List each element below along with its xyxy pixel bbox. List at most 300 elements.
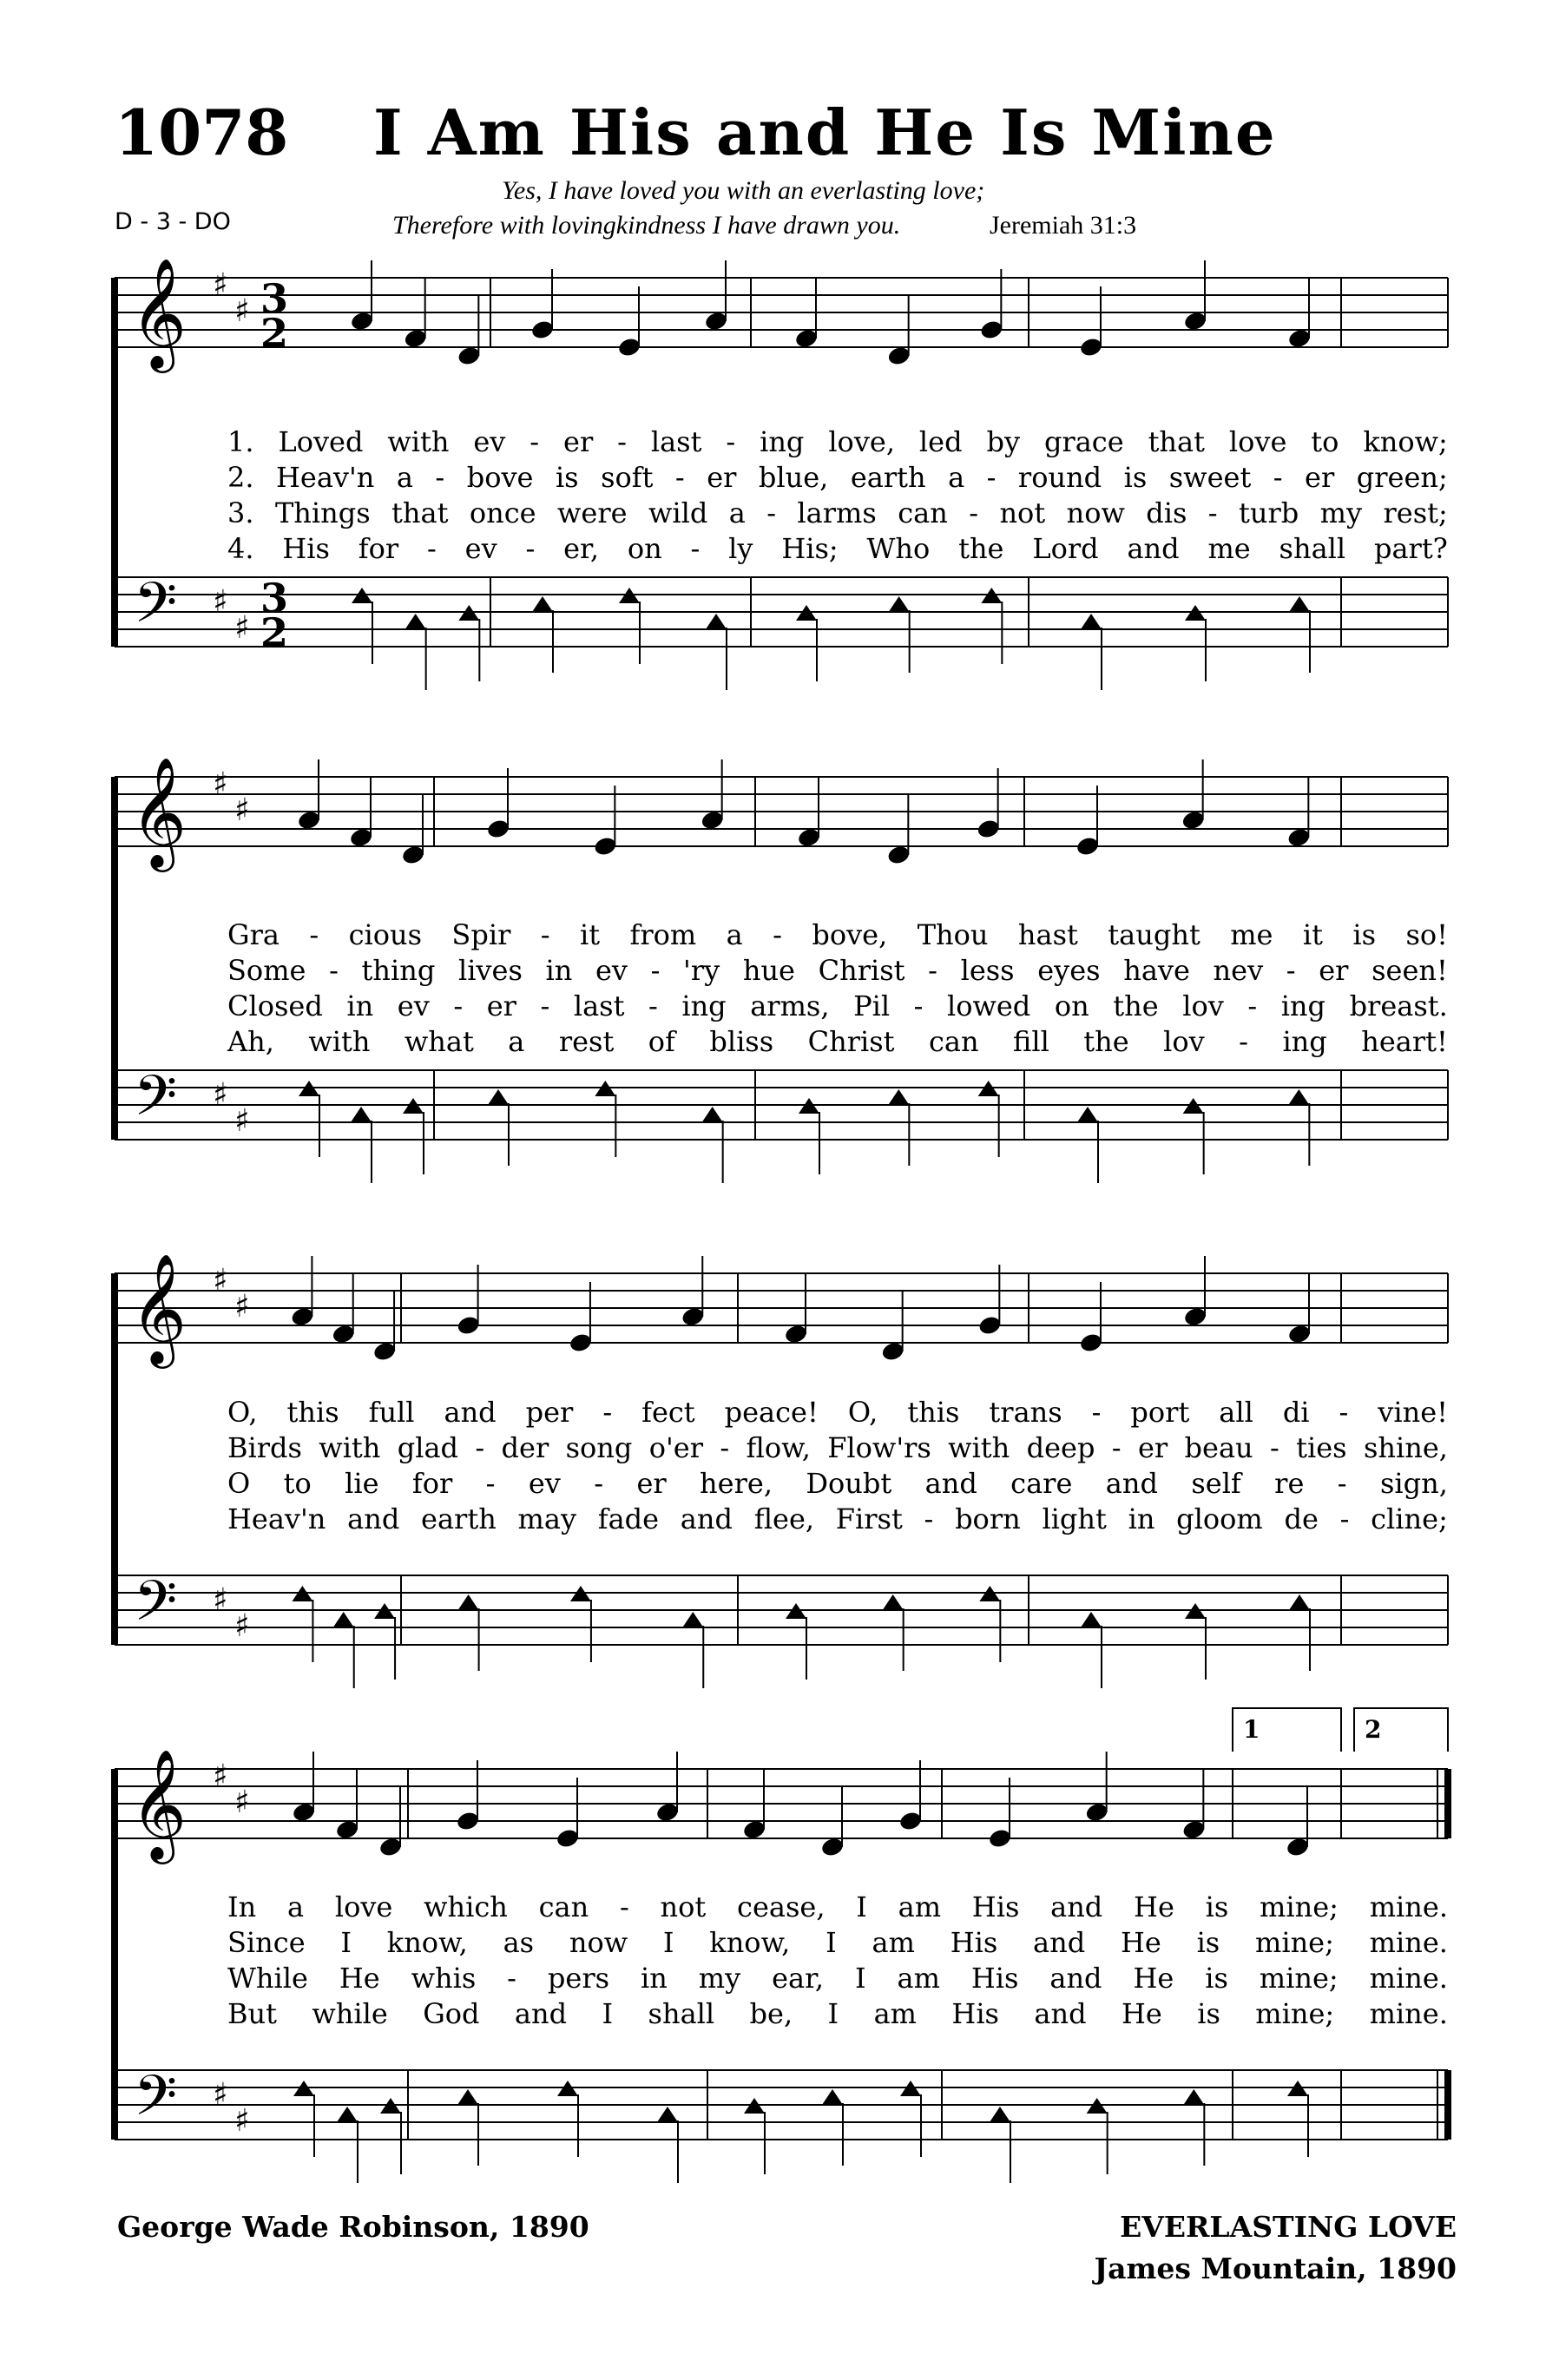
lyric-syllable: soft	[601, 461, 654, 494]
note-head	[990, 2107, 1010, 2122]
lyric-syllable: cease,	[737, 1890, 826, 1923]
lyric-syllable: blue,	[758, 461, 829, 494]
note-head	[1288, 1089, 1309, 1105]
lyric-syllable: He	[1121, 1997, 1162, 2030]
lyric-syllable: for	[411, 1467, 453, 1500]
lyric-syllable: -	[435, 461, 445, 494]
lyric-syllable: a	[726, 918, 743, 951]
lyric-syllable: nev	[1213, 954, 1264, 987]
note-head	[889, 596, 910, 612]
lyric-syllable: Some	[227, 954, 306, 987]
lyric-syllable: thing	[361, 954, 436, 987]
lyric-syllable: ing	[1280, 989, 1326, 1022]
lyric-syllable: 4.	[227, 532, 254, 565]
lyric-syllable: His	[971, 1890, 1020, 1923]
lyric-syllable: once	[469, 496, 536, 529]
lyric-syllable: and	[1105, 1467, 1158, 1500]
lyric-syllable: Heav'n	[276, 461, 375, 494]
lyric-syllable: His	[282, 532, 330, 565]
lyric-syllable: not	[999, 496, 1046, 529]
lyric-syllable: led	[918, 425, 963, 458]
lyric-syllable: -	[475, 1431, 485, 1464]
lyric-syllable: a	[948, 461, 965, 494]
lyric-syllable: light	[1042, 1502, 1107, 1535]
lyric-syllable: mine.	[1369, 1926, 1448, 1959]
note-head	[822, 2089, 843, 2105]
lyric-syllable: last	[573, 989, 625, 1022]
lyric-syllable: mine.	[1369, 1962, 1448, 1995]
lyric-syllable: and	[1033, 1926, 1086, 1959]
lyric-syllable: He	[1120, 1926, 1161, 1959]
lyric-syllable: ev	[595, 954, 628, 987]
lyric-syllable: turb	[1239, 496, 1299, 529]
lyric-syllable: I	[340, 1926, 352, 1959]
lyric-syllable: and	[924, 1467, 977, 1500]
lyric-syllable: bove	[466, 461, 534, 494]
lyric-syllable: -	[969, 496, 979, 529]
lyric-syllable: mine;	[1254, 1926, 1334, 1959]
lyric-syllable: which	[424, 1890, 508, 1923]
lyric-syllable: Spir	[451, 918, 511, 951]
lyric-syllable: from	[629, 918, 697, 951]
lyric-syllable: to	[1311, 425, 1339, 458]
lyric-syllable: re	[1274, 1467, 1305, 1500]
lyric-syllable: ly	[728, 532, 753, 565]
sharp-icon: ♯	[234, 792, 250, 828]
verse-line	[227, 1926, 1448, 1959]
lyric-syllable: beau	[1184, 1431, 1253, 1464]
lyric-syllable: -	[309, 918, 319, 951]
treble-clef-icon: 𝄞	[130, 756, 187, 867]
lyric-syllable: and	[1127, 532, 1180, 565]
lyric-syllable: -	[766, 496, 777, 529]
lyric-syllable: -	[530, 425, 540, 458]
lyric-syllable: er	[636, 1467, 667, 1500]
lyric-syllable: O,	[227, 1396, 258, 1429]
lyric-syllable: -	[690, 532, 701, 565]
lyric-syllable: by	[986, 425, 1021, 458]
lyric-syllable: lives	[457, 954, 523, 987]
lyric-syllable: ing	[681, 989, 727, 1022]
lyric-syllable: that	[391, 496, 449, 529]
verse-line	[227, 532, 1448, 565]
first-ending-label: 1	[1243, 1715, 1260, 1744]
lyric-syllable: -	[1207, 496, 1218, 529]
lyric-syllable: hast	[1017, 918, 1078, 951]
lyric-syllable: part?	[1373, 532, 1448, 565]
note-head	[351, 1107, 372, 1122]
lyric-syllable: er	[1137, 1431, 1168, 1464]
lyric-syllable: on	[627, 532, 662, 565]
sharp-icon: ♯	[213, 267, 228, 303]
lyric-syllable: ev	[528, 1467, 561, 1500]
lyric-syllable: -	[485, 1467, 496, 1500]
sharp-icon: ♯	[234, 1785, 250, 1820]
note-head	[702, 1107, 723, 1122]
lyric-syllable: Christ	[818, 954, 905, 987]
lyric-syllable: -	[913, 989, 924, 1022]
lyric-syllable: a	[508, 1025, 525, 1058]
lyric-syllable: in	[545, 954, 573, 987]
note-head	[706, 614, 727, 629]
lyric-syllable: am	[897, 1962, 940, 1995]
second-ending-label: 2	[1365, 1715, 1382, 1744]
note-head	[883, 1594, 904, 1610]
lyric-syllable: -	[426, 532, 437, 565]
lyric-syllable: mine;	[1255, 1997, 1335, 2030]
lyric-syllable: Gra	[227, 918, 280, 951]
lyric-syllable: -	[540, 918, 550, 951]
lyric-syllable: my	[698, 1962, 741, 1995]
lyric-syllable: ing	[1282, 1025, 1327, 1058]
verse-line	[227, 1890, 1448, 1923]
verse-line	[227, 1997, 1448, 2030]
lyric-syllable: sweet	[1168, 461, 1252, 494]
lyric-syllable: is	[1123, 461, 1148, 494]
treble-clef-icon: 𝄞	[130, 1748, 187, 1859]
lyric-syllable: bliss	[709, 1025, 774, 1058]
lyric-syllable: lowed	[946, 989, 1031, 1022]
lyric-syllable: -	[1247, 989, 1258, 1022]
lyric-syllable: -	[986, 461, 997, 494]
lyric-syllable: the	[1113, 989, 1159, 1022]
lyric-syllable: song	[565, 1431, 633, 1464]
lyric-syllable: -	[720, 1431, 730, 1464]
lyric-syllable: shall	[648, 1997, 715, 2030]
lyric-syllable: am	[873, 1997, 917, 2030]
lyric-syllable: ties	[1296, 1431, 1347, 1464]
lyric-syllable: my	[1319, 496, 1363, 529]
lyric-syllable: be,	[749, 1997, 793, 2030]
lyric-syllable: -	[1269, 1431, 1279, 1464]
lyric-syllable: with	[308, 1025, 371, 1058]
lyric-syllable: -	[1337, 1467, 1347, 1500]
lyric-syllable: is	[1352, 918, 1377, 951]
treble-clef-icon: 𝄞	[130, 257, 187, 368]
time-signature-digit: 3	[260, 275, 289, 322]
lyric-syllable: as	[503, 1926, 535, 1959]
lyric-syllable: to	[283, 1467, 312, 1500]
lyric-syllable: -	[1339, 1396, 1349, 1429]
lyric-syllable: der	[501, 1431, 549, 1464]
verse-line	[227, 918, 1448, 951]
lyric-syllable: it	[579, 918, 601, 951]
lyric-syllable: arms,	[750, 989, 830, 1022]
lyric-syllable: sign,	[1379, 1467, 1448, 1500]
lyric-syllable: for	[358, 532, 399, 565]
lyric-syllable: can	[898, 496, 948, 529]
lyric-syllable: rest	[558, 1025, 615, 1058]
sharp-icon: ♯	[213, 1263, 228, 1298]
lyric-syllable: cline;	[1371, 1502, 1448, 1535]
lyric-syllable: I	[662, 1926, 674, 1959]
lyric-syllable: Lord	[1032, 532, 1099, 565]
tune-name: EVERLASTING LOVE	[1120, 2210, 1457, 2244]
lyric-syllable: now	[569, 1926, 628, 1959]
lyric-syllable: O	[227, 1467, 251, 1500]
verse-line	[227, 1962, 1448, 1995]
lyric-syllable: born	[955, 1502, 1021, 1535]
note-head	[1183, 2089, 1204, 2105]
lyric-syllable: shine,	[1363, 1431, 1448, 1464]
treble-clef-icon: 𝄞	[130, 1252, 187, 1364]
lyric-syllable: is	[1196, 1926, 1220, 1959]
lyric-syllable: so!	[1405, 918, 1448, 951]
note-head	[337, 2107, 358, 2122]
lyric-syllable: He	[339, 1962, 380, 1995]
sharp-icon: ♯	[234, 1289, 250, 1325]
verse-line	[227, 1396, 1448, 1429]
verse-line	[227, 425, 1448, 458]
lyric-syllable: a	[396, 461, 413, 494]
bass-clef-icon: 𝄢	[134, 571, 178, 649]
lyric-syllable: larms	[797, 496, 877, 529]
lyric-syllable: in	[640, 1962, 668, 1995]
lyric-syllable: ev	[464, 532, 497, 565]
lyric-syllable: Ah,	[227, 1025, 274, 1058]
lyric-syllable: -	[726, 425, 736, 458]
lyric-syllable: -	[453, 989, 464, 1022]
lyric-syllable: am	[872, 1926, 915, 1959]
epigraph-reference: Jeremiah 31:3	[990, 211, 1137, 240]
note-head	[1077, 1107, 1098, 1122]
lyric-syllable: in	[1128, 1502, 1155, 1535]
sharp-icon: ♯	[213, 1582, 228, 1618]
lyric-syllable: and	[514, 1997, 568, 2030]
lyric-syllable: self	[1191, 1467, 1241, 1500]
lyric-syllable: gloom	[1176, 1502, 1263, 1535]
lyric-syllable: were	[557, 496, 628, 529]
lyrics-system-4	[0, 1890, 1559, 2038]
note-head	[1289, 1594, 1310, 1610]
note-head	[1081, 1612, 1102, 1627]
lyric-syllable: Flow'rs	[827, 1431, 931, 1464]
lyric-syllable: love	[334, 1890, 393, 1923]
lyric-syllable: I	[827, 1997, 839, 2030]
lyric-syllable: and	[444, 1396, 497, 1429]
lyric-syllable: what	[404, 1025, 474, 1058]
sharp-icon: ♯	[213, 1077, 228, 1113]
note-head	[532, 596, 553, 612]
lyric-syllable: hue	[742, 954, 795, 987]
note-head	[458, 1594, 479, 1610]
lyric-syllable: -	[1239, 1025, 1248, 1058]
lyric-syllable: eyes	[1037, 954, 1101, 987]
lyric-syllable: er	[486, 989, 516, 1022]
hymn-number: 1078	[115, 95, 289, 169]
lyric-syllable: -	[1273, 461, 1283, 494]
lyric-syllable: with	[948, 1431, 1010, 1464]
lyric-syllable: heart!	[1361, 1025, 1448, 1058]
lyric-syllable: and	[1049, 1962, 1102, 1995]
sharp-icon: ♯	[213, 766, 228, 802]
time-signature-digit: 2	[260, 609, 289, 656]
lyric-syllable: -	[329, 954, 339, 987]
lyric-syllable: er,	[563, 532, 599, 565]
lyric-syllable: -	[1286, 954, 1296, 987]
lyric-syllable: -	[594, 1467, 604, 1500]
lyric-syllable: and	[1050, 1890, 1103, 1923]
lyrics-system-2	[0, 918, 1559, 1066]
lyric-syllable: may	[517, 1502, 577, 1535]
lyric-syllable: -	[602, 1396, 613, 1429]
lyric-syllable: this	[286, 1396, 339, 1429]
lyric-syllable: in	[346, 989, 374, 1022]
lyric-syllable: flow,	[746, 1431, 811, 1464]
lyric-syllable: green;	[1356, 461, 1448, 494]
verse-line	[227, 461, 1448, 494]
lyric-syllable: breast.	[1349, 989, 1448, 1022]
lyric-syllable: on	[1054, 989, 1089, 1022]
lyric-syllable: grace	[1043, 425, 1124, 458]
lyric-syllable: a	[728, 496, 746, 529]
hymn-title: I Am His and He Is Mine	[373, 95, 1277, 169]
lyric-syllable: earth	[421, 1502, 497, 1535]
lyric-syllable: mine.	[1369, 1997, 1448, 2030]
lyric-syllable: here,	[700, 1467, 773, 1500]
lyric-syllable: wild	[648, 496, 708, 529]
lyric-syllable: I	[826, 1926, 837, 1959]
lyric-syllable: -	[1091, 1396, 1102, 1429]
lyric-syllable: lie	[345, 1467, 379, 1500]
lyric-syllable: seen!	[1372, 954, 1448, 987]
verse-line	[227, 1431, 1448, 1464]
lyric-syllable: peace!	[724, 1396, 819, 1429]
lyric-syllable: Loved	[278, 425, 364, 458]
lyric-syllable: can	[538, 1890, 589, 1923]
lyrics-system-3	[0, 1396, 1559, 1543]
lyric-syllable: earth	[850, 461, 926, 494]
sharp-icon: ♯	[234, 610, 250, 646]
lyric-syllable: Thou	[917, 918, 989, 951]
lyric-syllable: fect	[641, 1396, 695, 1429]
bass-clef-icon: 𝄢	[134, 2064, 178, 2142]
lyric-syllable: rest;	[1383, 496, 1448, 529]
lyric-syllable: me	[1230, 918, 1273, 951]
lyric-syllable: His	[950, 1926, 998, 1959]
lyric-syllable: of	[648, 1025, 675, 1058]
lyric-syllable: full	[368, 1396, 415, 1429]
note-head	[488, 1089, 509, 1105]
lyric-syllable: God	[423, 1997, 480, 2030]
lyric-syllable: -	[1339, 1502, 1350, 1535]
lyric-syllable: all	[1219, 1396, 1253, 1429]
lyric-syllable: fade	[597, 1502, 660, 1535]
lyric-syllable: I	[602, 1997, 614, 2030]
lyric-syllable: whis	[411, 1962, 477, 1995]
lyric-syllable: the	[1083, 1025, 1129, 1058]
lyric-syllable: per	[525, 1396, 574, 1429]
author-credit: George Wade Robinson, 1890	[117, 2210, 589, 2244]
sharp-icon: ♯	[234, 1103, 250, 1139]
lyric-syllable: er	[707, 461, 737, 494]
lyric-syllable: -	[674, 461, 685, 494]
verse-line	[227, 1467, 1448, 1500]
verse-line	[227, 989, 1448, 1022]
lyric-syllable: -	[617, 425, 627, 458]
time-signature-digit: 2	[260, 310, 289, 357]
lyric-syllable: lov	[1182, 989, 1224, 1022]
lyric-syllable: He	[1133, 1962, 1174, 1995]
sharp-icon: ♯	[234, 1608, 250, 1644]
lyric-syllable: that	[1148, 425, 1205, 458]
lyric-syllable: trans	[989, 1396, 1062, 1429]
lyric-syllable: is	[555, 461, 579, 494]
lyric-syllable: 2.	[227, 461, 254, 494]
lyric-syllable: and	[1034, 1997, 1087, 2030]
lyric-syllable: know,	[386, 1926, 468, 1959]
note-head	[682, 1612, 703, 1627]
note-head	[888, 1089, 909, 1105]
lyric-syllable: -	[525, 532, 536, 565]
lyric-syllable: this	[907, 1396, 960, 1429]
lyric-syllable: fill	[1013, 1025, 1049, 1058]
lyric-syllable: de	[1284, 1502, 1319, 1535]
note-head	[457, 2089, 478, 2105]
lyric-syllable: know,	[709, 1926, 791, 1959]
lyric-syllable: deep	[1026, 1431, 1095, 1464]
lyric-syllable: -	[650, 954, 661, 987]
lyric-syllable: Things	[274, 496, 371, 529]
lyric-syllable: Who	[866, 532, 931, 565]
note-head	[1289, 596, 1310, 612]
lyric-syllable: Christ	[807, 1025, 895, 1058]
lyric-syllable: not	[660, 1890, 707, 1923]
lyric-syllable: His	[970, 1962, 1019, 1995]
lyric-syllable: with	[387, 425, 450, 458]
lyric-syllable: shall	[1279, 532, 1346, 565]
sharp-icon: ♯	[213, 2077, 228, 2113]
lyric-syllable: and	[347, 1502, 400, 1535]
lyric-syllable: I	[854, 1962, 866, 1995]
lyric-syllable: flee,	[753, 1502, 815, 1535]
lyric-syllable: care	[1010, 1467, 1073, 1500]
lyric-syllable: -	[507, 1962, 516, 1995]
lyric-syllable: is	[1205, 1890, 1229, 1923]
lyric-syllable: ev	[473, 425, 506, 458]
lyric-syllable: Doubt	[806, 1467, 892, 1500]
lyric-syllable: mine;	[1259, 1962, 1339, 1995]
lyric-syllable: er	[1319, 954, 1349, 987]
lyric-syllable: and	[680, 1502, 733, 1535]
epigraph-line-2: Therefore with lovingkindness I have drawn you.	[392, 211, 901, 240]
lyric-syllable: His;	[781, 532, 839, 565]
lyric-syllable: with	[319, 1431, 381, 1464]
lyric-syllable: ev	[397, 989, 430, 1022]
lyric-syllable: cious	[348, 918, 423, 951]
lyric-syllable: O,	[847, 1396, 878, 1429]
lyric-syllable: have	[1123, 954, 1190, 987]
lyric-syllable: know;	[1363, 425, 1448, 458]
verse-line	[227, 496, 1448, 529]
lyric-syllable: -	[1111, 1431, 1122, 1464]
lyric-syllable: a	[287, 1890, 305, 1923]
lyric-syllable: Closed	[227, 989, 323, 1022]
meter-code: D - 3 - DO	[115, 208, 231, 235]
lyric-syllable: er	[1305, 461, 1335, 494]
lyric-syllable: the	[958, 532, 1004, 565]
lyric-syllable: vine!	[1378, 1396, 1448, 1429]
sharp-icon: ♯	[213, 1759, 228, 1794]
lyric-syllable: I	[856, 1890, 867, 1923]
lyric-syllable: o'er	[648, 1431, 703, 1464]
sharp-icon: ♯	[234, 293, 250, 329]
lyric-syllable: glad	[397, 1431, 459, 1464]
note-head	[657, 2107, 678, 2122]
lyric-syllable: love,	[828, 425, 895, 458]
verse-line	[227, 954, 1448, 987]
lyric-syllable: First	[835, 1502, 903, 1535]
